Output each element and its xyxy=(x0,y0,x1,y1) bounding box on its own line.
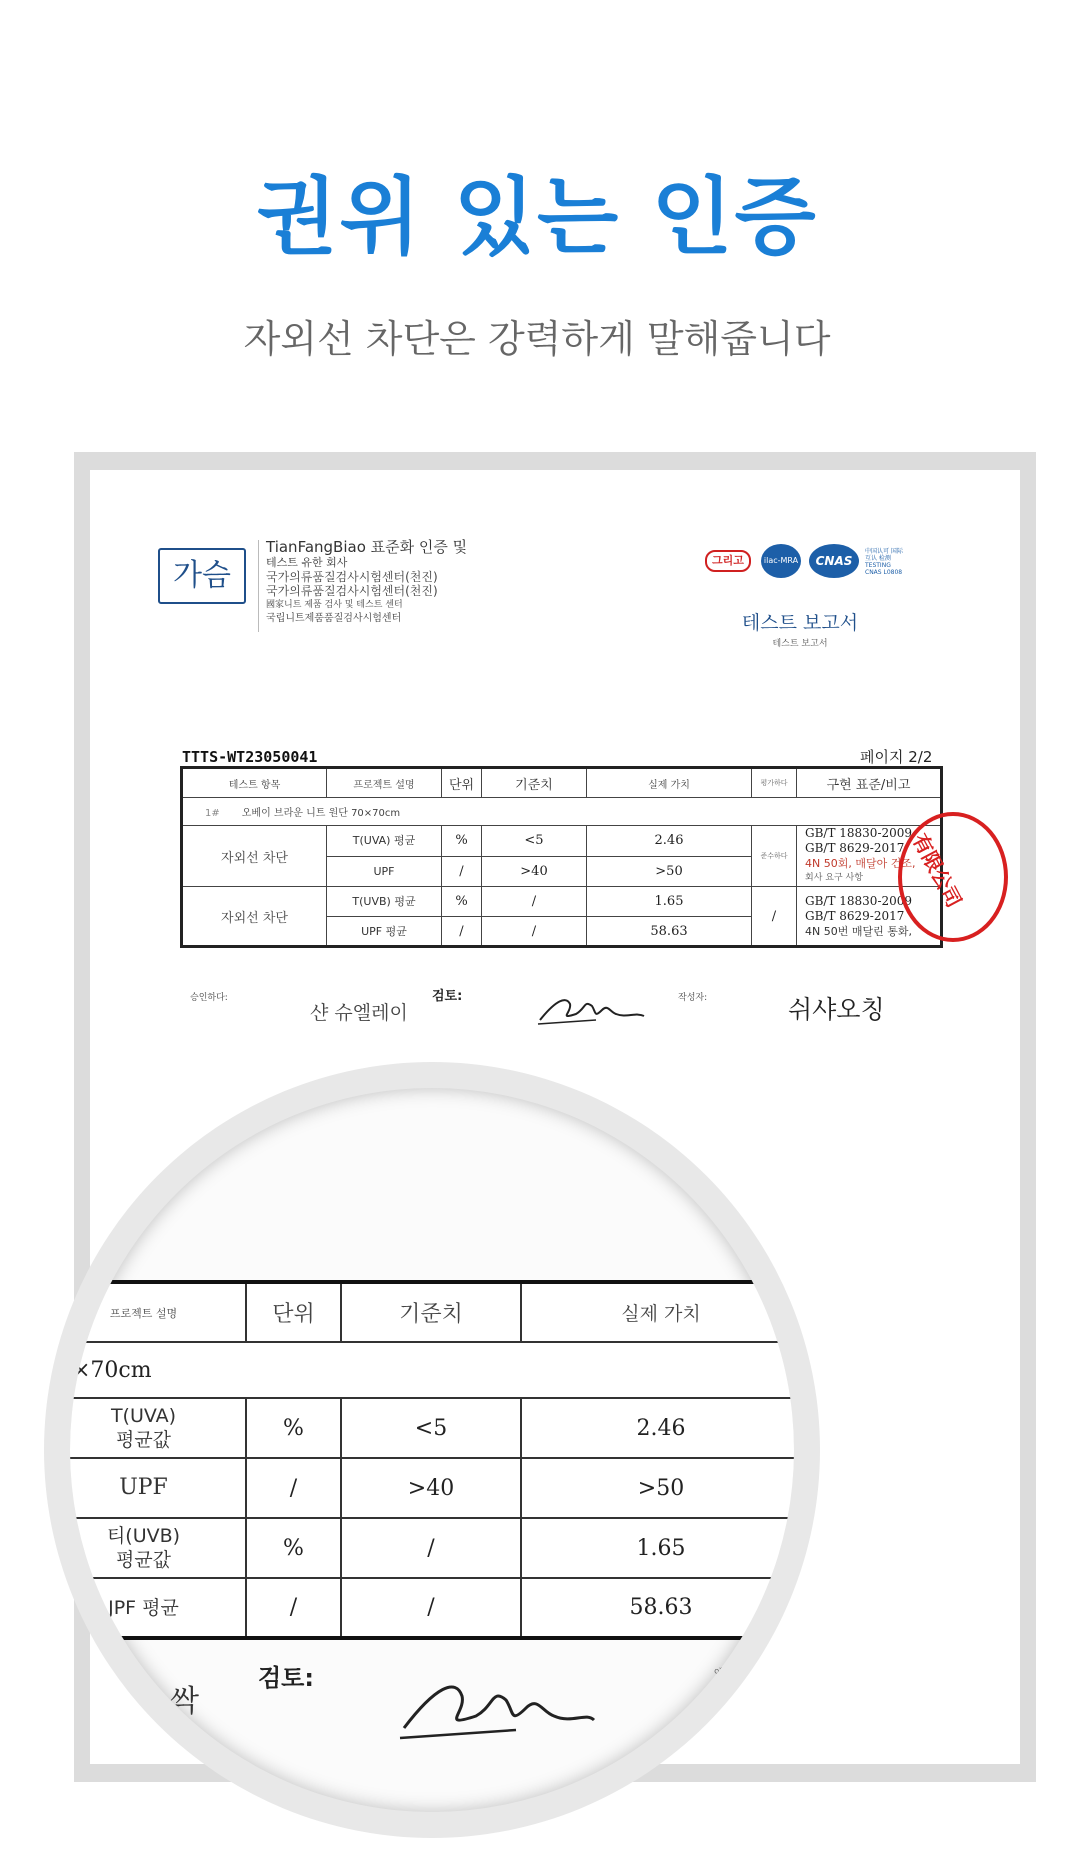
page-title: 권위 있는 인증 xyxy=(256,168,818,266)
org-line-4: 국가의류품질검사시험센터(천진) xyxy=(266,584,438,598)
label-cell: JPF 평균 xyxy=(70,1578,246,1638)
table-header-row xyxy=(70,1282,794,1342)
header-cell: 구현 표준/비고 xyxy=(797,768,942,798)
header-cell: 평가하다 xyxy=(752,768,797,798)
sample-row xyxy=(70,1342,794,1398)
org-line-6: 국립니트제품품질검사시험센터 xyxy=(266,613,402,624)
unit-cell: % xyxy=(246,1398,341,1458)
actual-cell: 58.63 xyxy=(587,917,752,947)
magnified-review-label: 검토: xyxy=(258,1664,314,1692)
header-cell: 실제 가치 xyxy=(587,768,752,798)
test-result-table xyxy=(180,766,943,948)
header-cell: 단위 xyxy=(246,1282,341,1342)
page-subtitle: 자외선 차단은 강력하게 말해줍니다 xyxy=(243,317,831,361)
table-row xyxy=(70,1518,794,1578)
report-number: TTTS-WT23050041 xyxy=(182,748,318,766)
standard-cell: <5 xyxy=(341,1398,521,1458)
table-row xyxy=(182,887,942,917)
label-line: 평균값 xyxy=(115,1429,172,1451)
org-logo-box: 가슴 xyxy=(158,548,246,604)
unit-cell: / xyxy=(246,1458,341,1518)
item-cell: 자외선 차단 xyxy=(182,887,327,947)
header-cell: 테스트 항목 xyxy=(182,768,327,798)
org-info xyxy=(266,538,516,626)
sample-number: 1# xyxy=(205,808,220,819)
label-cell xyxy=(70,1398,246,1458)
org-line-1: TianFangBiao 표준화 인증 및 xyxy=(266,538,468,556)
author-label: 작성자: xyxy=(678,993,708,1003)
report-subtitle: 테스트 보고서 xyxy=(772,639,828,649)
page-number: 페이지 2/2 xyxy=(860,748,933,766)
table-row xyxy=(182,826,942,857)
cnas-logo-icon: CNAS xyxy=(809,544,859,578)
signature-icon xyxy=(536,990,646,1030)
standard-cell: / xyxy=(482,917,587,947)
label-line: 평균값 xyxy=(115,1549,172,1571)
std-line: GB/T 8629-2017 xyxy=(805,908,905,923)
eval-cell: / xyxy=(752,887,797,947)
item-cell: 자외선 차단 xyxy=(182,826,327,887)
table-row xyxy=(70,1398,794,1458)
magnified-signature-icon xyxy=(396,1668,596,1748)
report-title: 테스트 보고서 xyxy=(741,612,859,634)
magnified-view xyxy=(70,1088,794,1812)
actual-cell: 1.65 xyxy=(521,1518,794,1578)
label-line: T(UVA) xyxy=(110,1405,177,1427)
sample-cell: ×70cm xyxy=(70,1342,794,1398)
author-name: 쉬샤오칭 xyxy=(788,995,885,1024)
header-cell: 기준치 xyxy=(341,1282,521,1342)
actual-cell: >50 xyxy=(587,856,752,887)
label-cell: UPF xyxy=(70,1458,246,1518)
sample-description: 오베이 브라운 니트 원단 70×70cm xyxy=(241,808,401,819)
unit-cell: / xyxy=(246,1578,341,1638)
gc-logo-icon: 그리고 xyxy=(705,550,751,572)
sample-row xyxy=(182,798,942,826)
table-row xyxy=(70,1578,794,1638)
header-cell: 기준치 xyxy=(482,768,587,798)
std-red-note: 4N 50회, 매달아 건조, xyxy=(805,857,916,870)
org-divider xyxy=(258,540,259,632)
unit-cell: / xyxy=(442,917,482,947)
standard-cell: / xyxy=(341,1518,521,1578)
approver-label: 승인하다: xyxy=(190,993,228,1003)
org-line-5: 國家니트 제품 검사 및 테스트 센터 xyxy=(266,600,403,610)
approver-name: 샨 슈엘레이 xyxy=(310,1002,408,1024)
unit-cell: % xyxy=(246,1518,341,1578)
unit-cell: % xyxy=(442,826,482,857)
magnified-table xyxy=(70,1280,794,1640)
standard-cell: >40 xyxy=(482,856,587,887)
label-cell xyxy=(70,1518,246,1578)
standard-cell: / xyxy=(482,887,587,917)
cert-logos xyxy=(705,544,905,580)
std-line: GB/T 8629-2017 xyxy=(805,841,905,855)
actual-cell: 58.63 xyxy=(521,1578,794,1638)
label-cell: UPF xyxy=(327,856,442,887)
std-line: GB/T 18830-2009 xyxy=(805,893,913,908)
label-cell: UPF 평균 xyxy=(327,917,442,947)
cnas-side-text: 中国认可 国际互认 检测 TESTING CNAS L0808 xyxy=(865,548,903,576)
table-row xyxy=(70,1458,794,1518)
header-cell: 단위 xyxy=(442,768,482,798)
eval-cell: 준수하다 xyxy=(752,826,797,887)
header-cell: 프로젝트 설명 xyxy=(327,768,442,798)
label-line: 티(UVB) xyxy=(106,1525,181,1547)
actual-cell: >50 xyxy=(521,1458,794,1518)
standard-cell: <5 xyxy=(482,826,587,857)
unit-cell: / xyxy=(442,856,482,887)
magnifier-lens xyxy=(44,1062,820,1838)
org-line-2: 테스트 유한 회사 xyxy=(266,556,348,569)
stamp-text: 有限公司 xyxy=(907,829,967,912)
standard-cell: >40 xyxy=(341,1458,521,1518)
header-cell: 실제 가치 xyxy=(521,1282,794,1342)
actual-cell: 2.46 xyxy=(587,826,752,857)
unit-cell: % xyxy=(442,887,482,917)
standard-cell: / xyxy=(341,1578,521,1638)
header-cell: 프로젝트 설명 xyxy=(70,1282,246,1342)
review-label: 검토: xyxy=(432,989,463,1004)
org-line-3: 국가의류품질검사시험센터(천진) xyxy=(266,570,438,584)
actual-cell: 1.65 xyxy=(587,887,752,917)
table-header-row xyxy=(182,768,942,798)
magnified-prepared-label: 에 의해 준비 xyxy=(714,1668,769,1679)
std-dark-note: 4N 50번 매달린 통화, xyxy=(805,924,912,938)
ilac-logo-icon: ilac-MRA xyxy=(761,544,801,578)
actual-cell: 2.46 xyxy=(521,1398,794,1458)
std-line: GB/T 18830-2009 xyxy=(805,826,913,840)
std-note: 회사 요구 사항 xyxy=(805,873,863,883)
label-cell: T(UVB) 평균 xyxy=(327,887,442,917)
magnified-approver-name: 싹 xyxy=(170,1684,199,1719)
label-cell: T(UVA) 평균 xyxy=(327,826,442,857)
